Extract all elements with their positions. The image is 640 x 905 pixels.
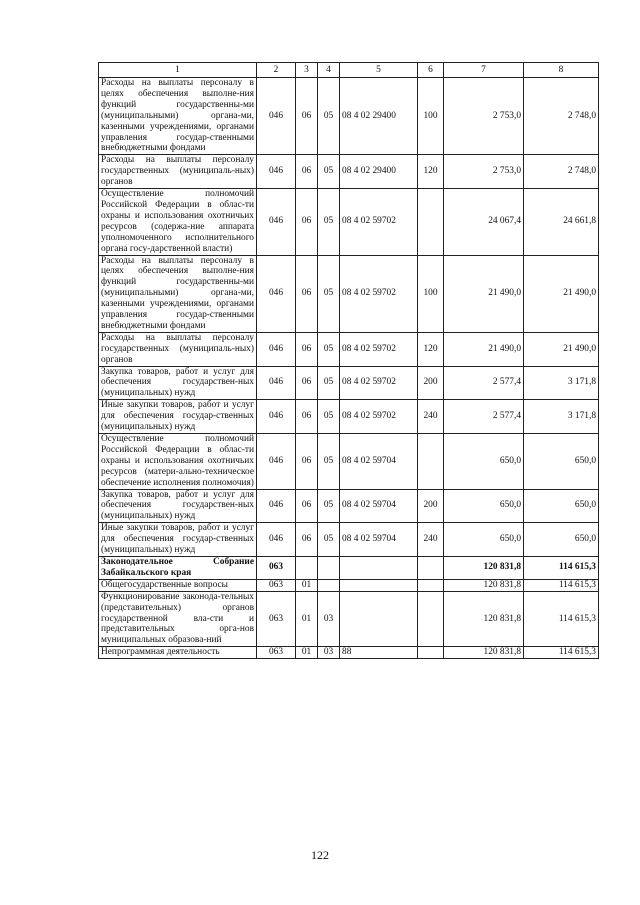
row-grbs-cell: 063 — [257, 647, 296, 659]
row-subsection-cell: 05 — [318, 400, 340, 434]
header-cell-3: 3 — [296, 63, 318, 78]
row-target-article-cell: 08 4 02 59702 — [340, 255, 418, 332]
row-grbs-cell: 046 — [257, 400, 296, 434]
row-grbs-cell: 063 — [257, 556, 296, 579]
row-sum-2-cell: 3 171,8 — [524, 366, 599, 400]
row-name-cell: Осуществление полномочий Российской Федерации в облас-ти охраны и использования охотничьих ресурсов (содержа-ние аппарата уполномоченного исполнительного органа госу-дарственной власти) — [99, 189, 257, 255]
row-sum-1-cell: 21 490,0 — [444, 332, 524, 366]
row-sum-1-cell: 120 831,8 — [444, 647, 524, 659]
row-name-cell: Закупка товаров, работ и услуг для обеспечения государствен-ных (муниципальных) нужд — [99, 366, 257, 400]
table-row — [99, 189, 599, 255]
row-grbs-cell: 046 — [257, 78, 296, 155]
header-cell-1: 1 — [99, 63, 257, 78]
header-cell-4: 4 — [318, 63, 340, 78]
row-sum-1-cell: 650,0 — [444, 434, 524, 490]
table-row — [99, 556, 599, 579]
row-grbs-cell: 046 — [257, 255, 296, 332]
row-name-cell: Расходы на выплаты персоналу в целях обеспечения выполне-ния функций государственны-ми (муниципальными) органа-ми, казенными учреждениями, органами управления государ-ственными внебюджетными фондами — [99, 78, 257, 155]
row-grbs-cell: 046 — [257, 189, 296, 255]
table-row — [99, 434, 599, 490]
row-sum-1-cell: 2 577,4 — [444, 366, 524, 400]
row-expense-type-cell — [418, 556, 444, 579]
row-sum-1-cell: 120 831,8 — [444, 591, 524, 647]
row-subsection-cell: 05 — [318, 366, 340, 400]
row-target-article-cell: 08 4 02 29400 — [340, 155, 418, 189]
row-grbs-cell: 046 — [257, 489, 296, 523]
table-row — [99, 523, 599, 557]
row-name-cell: Закупка товаров, работ и услуг для обеспечения государствен-ных (муниципальных) нужд — [99, 489, 257, 523]
row-expense-type-cell: 120 — [418, 155, 444, 189]
row-sum-1-cell: 120 831,8 — [444, 556, 524, 579]
row-subsection-cell: 05 — [318, 78, 340, 155]
row-sum-1-cell: 2 577,4 — [444, 400, 524, 434]
row-target-article-cell: 08 4 02 59702 — [340, 332, 418, 366]
row-grbs-cell: 046 — [257, 155, 296, 189]
row-section-cell: 06 — [296, 434, 318, 490]
row-section-cell: 06 — [296, 255, 318, 332]
table-row — [99, 78, 599, 155]
row-name-cell: Осуществление полномочий Российской Федерации в облас-ти охраны и использования охотничьих ресурсов (матери-ально-техническое обеспечение исполнения полномочия) — [99, 434, 257, 490]
row-section-cell: 06 — [296, 189, 318, 255]
row-sum-1-cell: 650,0 — [444, 523, 524, 557]
row-subsection-cell: 05 — [318, 434, 340, 490]
row-section-cell: 06 — [296, 523, 318, 557]
row-expense-type-cell: 200 — [418, 489, 444, 523]
row-name-cell: Расходы на выплаты персоналу в целях обеспечения выполне-ния функций государственны-ми (муниципальными) органа-ми, казенными учреждениями, органами управления государ-ственными внебюджетными фондами — [99, 255, 257, 332]
row-subsection-cell: 05 — [318, 489, 340, 523]
row-name-cell: Расходы на выплаты персоналу государственных (муниципаль-ных) органов — [99, 155, 257, 189]
header-cell-5: 5 — [340, 63, 418, 78]
row-name-cell: Общегосударственные вопросы — [99, 579, 257, 591]
row-expense-type-cell — [418, 579, 444, 591]
row-subsection-cell — [318, 579, 340, 591]
row-section-cell: 06 — [296, 78, 318, 155]
row-target-article-cell — [340, 591, 418, 647]
row-name-cell: Иные закупки товаров, работ и услуг для обеспечения государ-ственных (муниципальных) нужд — [99, 523, 257, 557]
table-row — [99, 591, 599, 647]
row-section-cell: 01 — [296, 591, 318, 647]
row-subsection-cell: 05 — [318, 255, 340, 332]
table-row — [99, 255, 599, 332]
row-expense-type-cell — [418, 591, 444, 647]
row-sum-2-cell: 21 490,0 — [524, 332, 599, 366]
row-sum-2-cell: 2 748,0 — [524, 155, 599, 189]
row-sum-1-cell: 24 067,4 — [444, 189, 524, 255]
table-body — [99, 63, 599, 659]
header-cell-6: 6 — [418, 63, 444, 78]
row-grbs-cell: 063 — [257, 591, 296, 647]
row-section-cell: 01 — [296, 647, 318, 659]
row-target-article-cell: 88 — [340, 647, 418, 659]
row-section-cell: 06 — [296, 332, 318, 366]
row-subsection-cell: 05 — [318, 155, 340, 189]
row-sum-2-cell: 650,0 — [524, 434, 599, 490]
row-sum-1-cell: 2 753,0 — [444, 78, 524, 155]
row-sum-2-cell: 114 615,3 — [524, 556, 599, 579]
row-expense-type-cell — [418, 647, 444, 659]
header-row — [99, 63, 599, 78]
table-row — [99, 489, 599, 523]
row-sum-2-cell: 650,0 — [524, 523, 599, 557]
row-sum-2-cell: 650,0 — [524, 489, 599, 523]
table-row — [99, 332, 599, 366]
row-sum-1-cell: 120 831,8 — [444, 579, 524, 591]
row-subsection-cell: 03 — [318, 647, 340, 659]
row-expense-type-cell — [418, 434, 444, 490]
row-target-article-cell: 08 4 02 59704 — [340, 523, 418, 557]
row-sum-2-cell: 114 615,3 — [524, 647, 599, 659]
table-row — [99, 366, 599, 400]
row-sum-1-cell: 21 490,0 — [444, 255, 524, 332]
row-section-cell: 06 — [296, 489, 318, 523]
table-row — [99, 647, 599, 659]
row-name-cell: Расходы на выплаты персоналу государственных (муниципаль-ных) органов — [99, 332, 257, 366]
row-grbs-cell: 046 — [257, 523, 296, 557]
row-expense-type-cell: 240 — [418, 400, 444, 434]
row-name-cell: Непрограммная деятельность — [99, 647, 257, 659]
row-target-article-cell: 08 4 02 59702 — [340, 366, 418, 400]
row-sum-2-cell: 24 661,8 — [524, 189, 599, 255]
row-sum-2-cell: 21 490,0 — [524, 255, 599, 332]
row-section-cell — [296, 556, 318, 579]
header-cell-2: 2 — [257, 63, 296, 78]
row-sum-1-cell: 650,0 — [444, 489, 524, 523]
row-section-cell: 01 — [296, 579, 318, 591]
row-section-cell: 06 — [296, 400, 318, 434]
page-number: 122 — [311, 848, 329, 862]
row-target-article-cell: 08 4 02 59704 — [340, 434, 418, 490]
row-grbs-cell: 046 — [257, 366, 296, 400]
row-subsection-cell — [318, 556, 340, 579]
row-expense-type-cell: 240 — [418, 523, 444, 557]
row-name-cell: Законодательное Собрание Забайкальского края — [99, 556, 257, 579]
row-target-article-cell: 08 4 02 59702 — [340, 189, 418, 255]
row-grbs-cell: 046 — [257, 434, 296, 490]
row-grbs-cell: 063 — [257, 579, 296, 591]
row-section-cell: 06 — [296, 366, 318, 400]
budget-table — [98, 62, 599, 659]
row-target-article-cell — [340, 579, 418, 591]
row-target-article-cell: 08 4 02 59704 — [340, 489, 418, 523]
row-sum-2-cell: 2 748,0 — [524, 78, 599, 155]
row-sum-2-cell: 3 171,8 — [524, 400, 599, 434]
row-subsection-cell: 05 — [318, 523, 340, 557]
row-sum-2-cell: 114 615,3 — [524, 591, 599, 647]
row-expense-type-cell — [418, 189, 444, 255]
row-name-cell: Иные закупки товаров, работ и услуг для обеспечения государ-ственных (муниципальных) нужд — [99, 400, 257, 434]
header-cell-7: 7 — [444, 63, 524, 78]
row-subsection-cell: 05 — [318, 332, 340, 366]
header-cell-8: 8 — [524, 63, 599, 78]
row-expense-type-cell: 120 — [418, 332, 444, 366]
table-row — [99, 579, 599, 591]
row-target-article-cell: 08 4 02 59702 — [340, 400, 418, 434]
table-row — [99, 155, 599, 189]
row-expense-type-cell: 200 — [418, 366, 444, 400]
row-target-article-cell — [340, 556, 418, 579]
row-expense-type-cell: 100 — [418, 255, 444, 332]
row-section-cell: 06 — [296, 155, 318, 189]
row-grbs-cell: 046 — [257, 332, 296, 366]
row-expense-type-cell: 100 — [418, 78, 444, 155]
row-name-cell: Функционирование законода-тельных (представительных) органов государственной вла-сти и представительных орга-нов муниципальных образова-ний — [99, 591, 257, 647]
row-target-article-cell: 08 4 02 29400 — [340, 78, 418, 155]
row-subsection-cell: 05 — [318, 189, 340, 255]
row-sum-2-cell: 114 615,3 — [524, 579, 599, 591]
table-row — [99, 400, 599, 434]
row-sum-1-cell: 2 753,0 — [444, 155, 524, 189]
row-subsection-cell: 03 — [318, 591, 340, 647]
